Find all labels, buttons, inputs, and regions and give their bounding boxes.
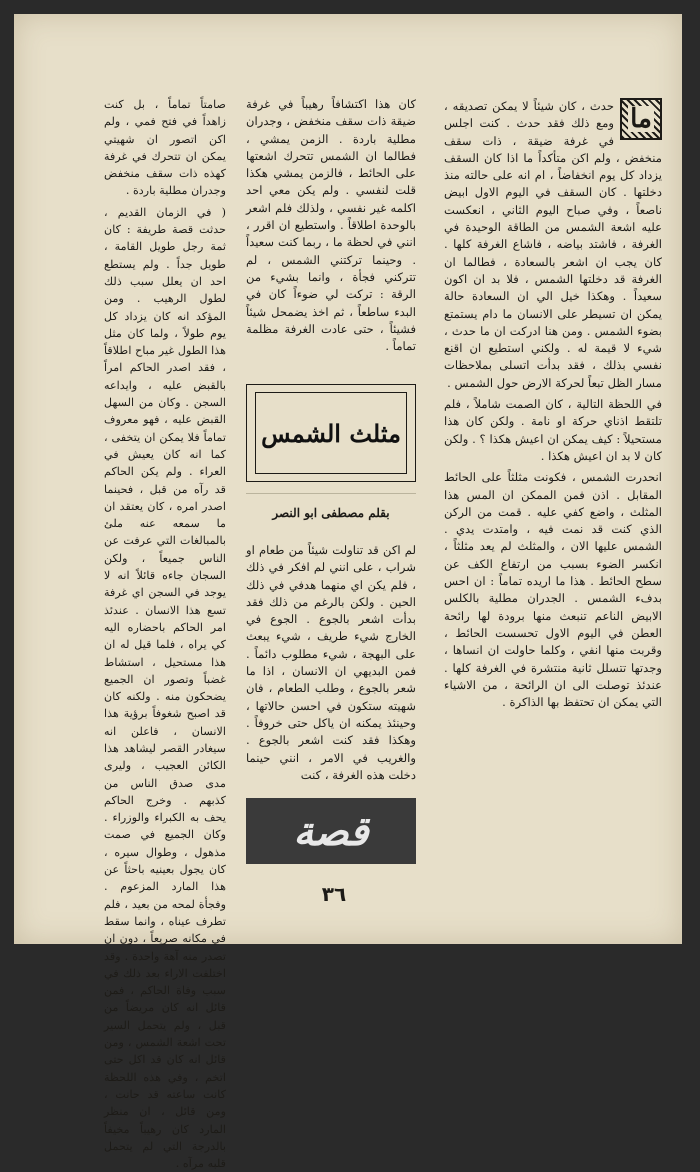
story-label-banner <box>246 798 416 864</box>
drop-cap-letter: ما <box>628 106 654 132</box>
text-column-middle-bottom <box>246 542 416 787</box>
page-number: ٣٦ <box>321 882 347 906</box>
title-frame <box>246 384 416 482</box>
text-column-left <box>104 96 226 1171</box>
author-byline: بقلم مصطفى ابو النصر <box>272 506 390 520</box>
drop-cap-ornament <box>620 98 662 140</box>
story-label: قصة <box>293 807 369 855</box>
article-title: مثلث الشمس <box>255 392 407 474</box>
paragraph: صامتاً تماماً ، بل كنت زاهداً في فتح فمي ، ولم اكن اتصور ان شهيتي يمكن ان تتحرك في غرفة كهذه ذات سقف منخفض وجدران مطلية باردة . <box>104 98 226 198</box>
paragraph: كان هذا اكتشافاً رهيباً في غرفة ضيقة ذات سقف منخفض ، وجدران مطلية باردة . الزمن يمشي ، فطالما ان الشمس تتحرك اشعتها على الحائط ، فالزمن يمشي هكذا قلت لنفسي . ولم يكن معي احد اكلمه غير نفسي ، ولذلك فلم اشعر بالوحدة اطلاقاً . واستطيع ان اقرر ، انني في لحظة ما ، ربما كنت سعيداً . وحينما تركتني الشمس ، لم تتركني فجأة ، وانما بشيء من الرقة : تركت لي ضوءاً كان في البدء ساطعاً ، ثم اخذ يضمحل شيئاً فشيئاً ، حتى عادت الغرفة مظلمة تماماً . <box>246 97 416 354</box>
paragraph: حدث ، كان شيئاً لا يمكن تصديقه ، ومع ذلك فقد حدث . كنت اجلس في غرفة ضيقة ، ذات سقف منخفض ، ولم اكن متأكداً ما اذا كان السقف يزداد كل يوم انخفاضاً ، ام انه على حالته منذ دخلتها . كان السقف في اليوم الاول ابيض ناصعاً ، وفي صباح اليوم الثاني ، انعكست عليه اشعة الشمس من الطاقة الوحيدة في الغرفة ، فاشتد بياضه ، فاشاع الغرفة كلها . كان يجب ان اشعر بالسعادة ، فطالما ان الغرفة قد دخلتها الشمس ، فلا بد ان اكون سعيداً . وهكذا خيل الي ان السعادة حالة يمكن ان تسيطر على الانسان ما دام يستمتع بضوء الشمس . ومن هنا ادركت ان ما حدث ، شيء لا قيمة له . ولكني استطيع ان اقنع نفسي بذلك ، فقد بدأت اتسلى بملاحظات مسار الظل تبعاً لحركة الارض حول الشمس . <box>444 99 662 390</box>
text-column-right <box>444 98 662 873</box>
paragraph: انحدرت الشمس ، فكونت مثلثاً على الحائط المقابل . اذن فمن الممكن ان المس هذا المثلث ، واضع كفي عليه . قمت من الركن الذي كنت قد نمت فيه ، وامتدت يدي . الشمس عليها الان ، والمثلث لم يعد مثلثاً ، انكسر الضوء بسبب من ارتفاع الكف عن سطح الحائط . هذا ما اريده تماماً : ان احس بدفء الشمس . الجدران مطلية بالكلس الابيض الناعم تنبعث منها برودة لها رائحة العطن في اليوم الاول تحسست الحائط ، وقربت منها انفي ، وكلما حاولت ان انساها ، وجدتها تتسلل ثانية منتشرة في الغرفة كلها . عندئذ توصلت الى ان الرائحة ، من الاشياء التي يمكن ان تحتفظ بها الذاكرة . <box>444 470 662 710</box>
paragraph: لم اكن قد تناولت شيئاً من طعام او شراب ، على انني لم افكر في ذلك ، فلم يكن اي منهما هدفي في ذلك الحين . ولكن بالرغم من ذلك فقد بدأت اشعر بالجوع . الجوع في الخارج شيء طريف ، شيء يبعث على البهجة ، شيء مطلوب دائماً . فمن البديهي ان الانسان ، اذا ما شعر بالجوع ، وطلب الطعام ، فان شهيته ستكون في احسن حالاتها ، وحينئذ يمكنه ان ياكل حتى خروفاً . وهكذا فقد كنت اشعر بالجوع . والغريب في الامر ، انني حينما دخلت هذه الغرفة ، كنت <box>246 543 416 782</box>
paragraph: في اللحظة التالية ، كان الصمت شاملاً ، فلم تلتقط اذناي حركة او نامة . ولكن كان هذا مستحيلاً : كيف يمكن ان اعيش هكذا ؟ . ولكن كان لا بد ان اعيش هكذا . <box>444 397 662 463</box>
text-column-middle-top <box>246 96 416 366</box>
divider <box>246 493 416 494</box>
paragraph: ( في الزمان القديم ، حدثت قصة طريفة : كان ثمة رجل طويل القامة ، طويل جداً . ولم يستطع احد ان يعلل سبب ذلك لطول الرهيب . ومن المؤكد انه كان يزداد كل يوم طولاً ، ولما كان مثل هذا الطول غير مباح اطلاقاً ، فقد اصدر الحاكم امراً بالقبض عليه ، وايداعه السجن . وكان من السهل القبض عليه ، فهو معروف تماماً فلا يمكن ان يتخفى ، كما انه كان يعيش في العراء . ولم يكن الحاكم قد رآه من قبل ، فحينما اصدر امره ، كان يعتقد ان ما سمعه عنه ملئ بالمبالغات التي عرفت عن الناس جميعاً ، ولكن السجان جاءه قائلاً انه لا يوجد في السجن اي غرفة تسع هذا الانسان . عندئذ امر الحاكم باحضاره اليه كي يراه ، فلما قيل له ان هذا مستحيل ، استشاط غضباً وتصور ان الجميع يضحكون منه . ولكنه كان قد اصبح شغوفاً برؤية هذا الانسان ، فاعلن انه سيغادر القصر ليشاهد هذا الكائن العجيب ، وليرى مدى صدق الناس من كذبهم . وخرج الحاكم يحف به الكبراء والوزراء . وكان الجميع في صمت مذهول ، وطوال سيره ، كان يجول بعينيه باحثاً عن هذا المارد المزعوم . وفجأة لمحه من بعيد ، فلم تطرف عيناه ، وانما سقط في مكانه صريعاً ، دون ان تصدر منه آهة واحدة . وقد اختلفت الاراء بعد ذلك في سبب وفاة الحاكم ، فمن قائل انه كان مريضاً من قبل ، ولم يتحمل السير تحت اشعة الشمس ، ومن قائل انه كان قد اكل حتى اتخم ، وفي هذه اللحظة كانت ساعته قد حانت ، ومن قائل ، ان منظر المارد كان رهيباً مخيفاً بالدرجة التي لم يتحمل قلبه مرآه . <box>104 205 226 1171</box>
magazine-page <box>14 14 682 1171</box>
